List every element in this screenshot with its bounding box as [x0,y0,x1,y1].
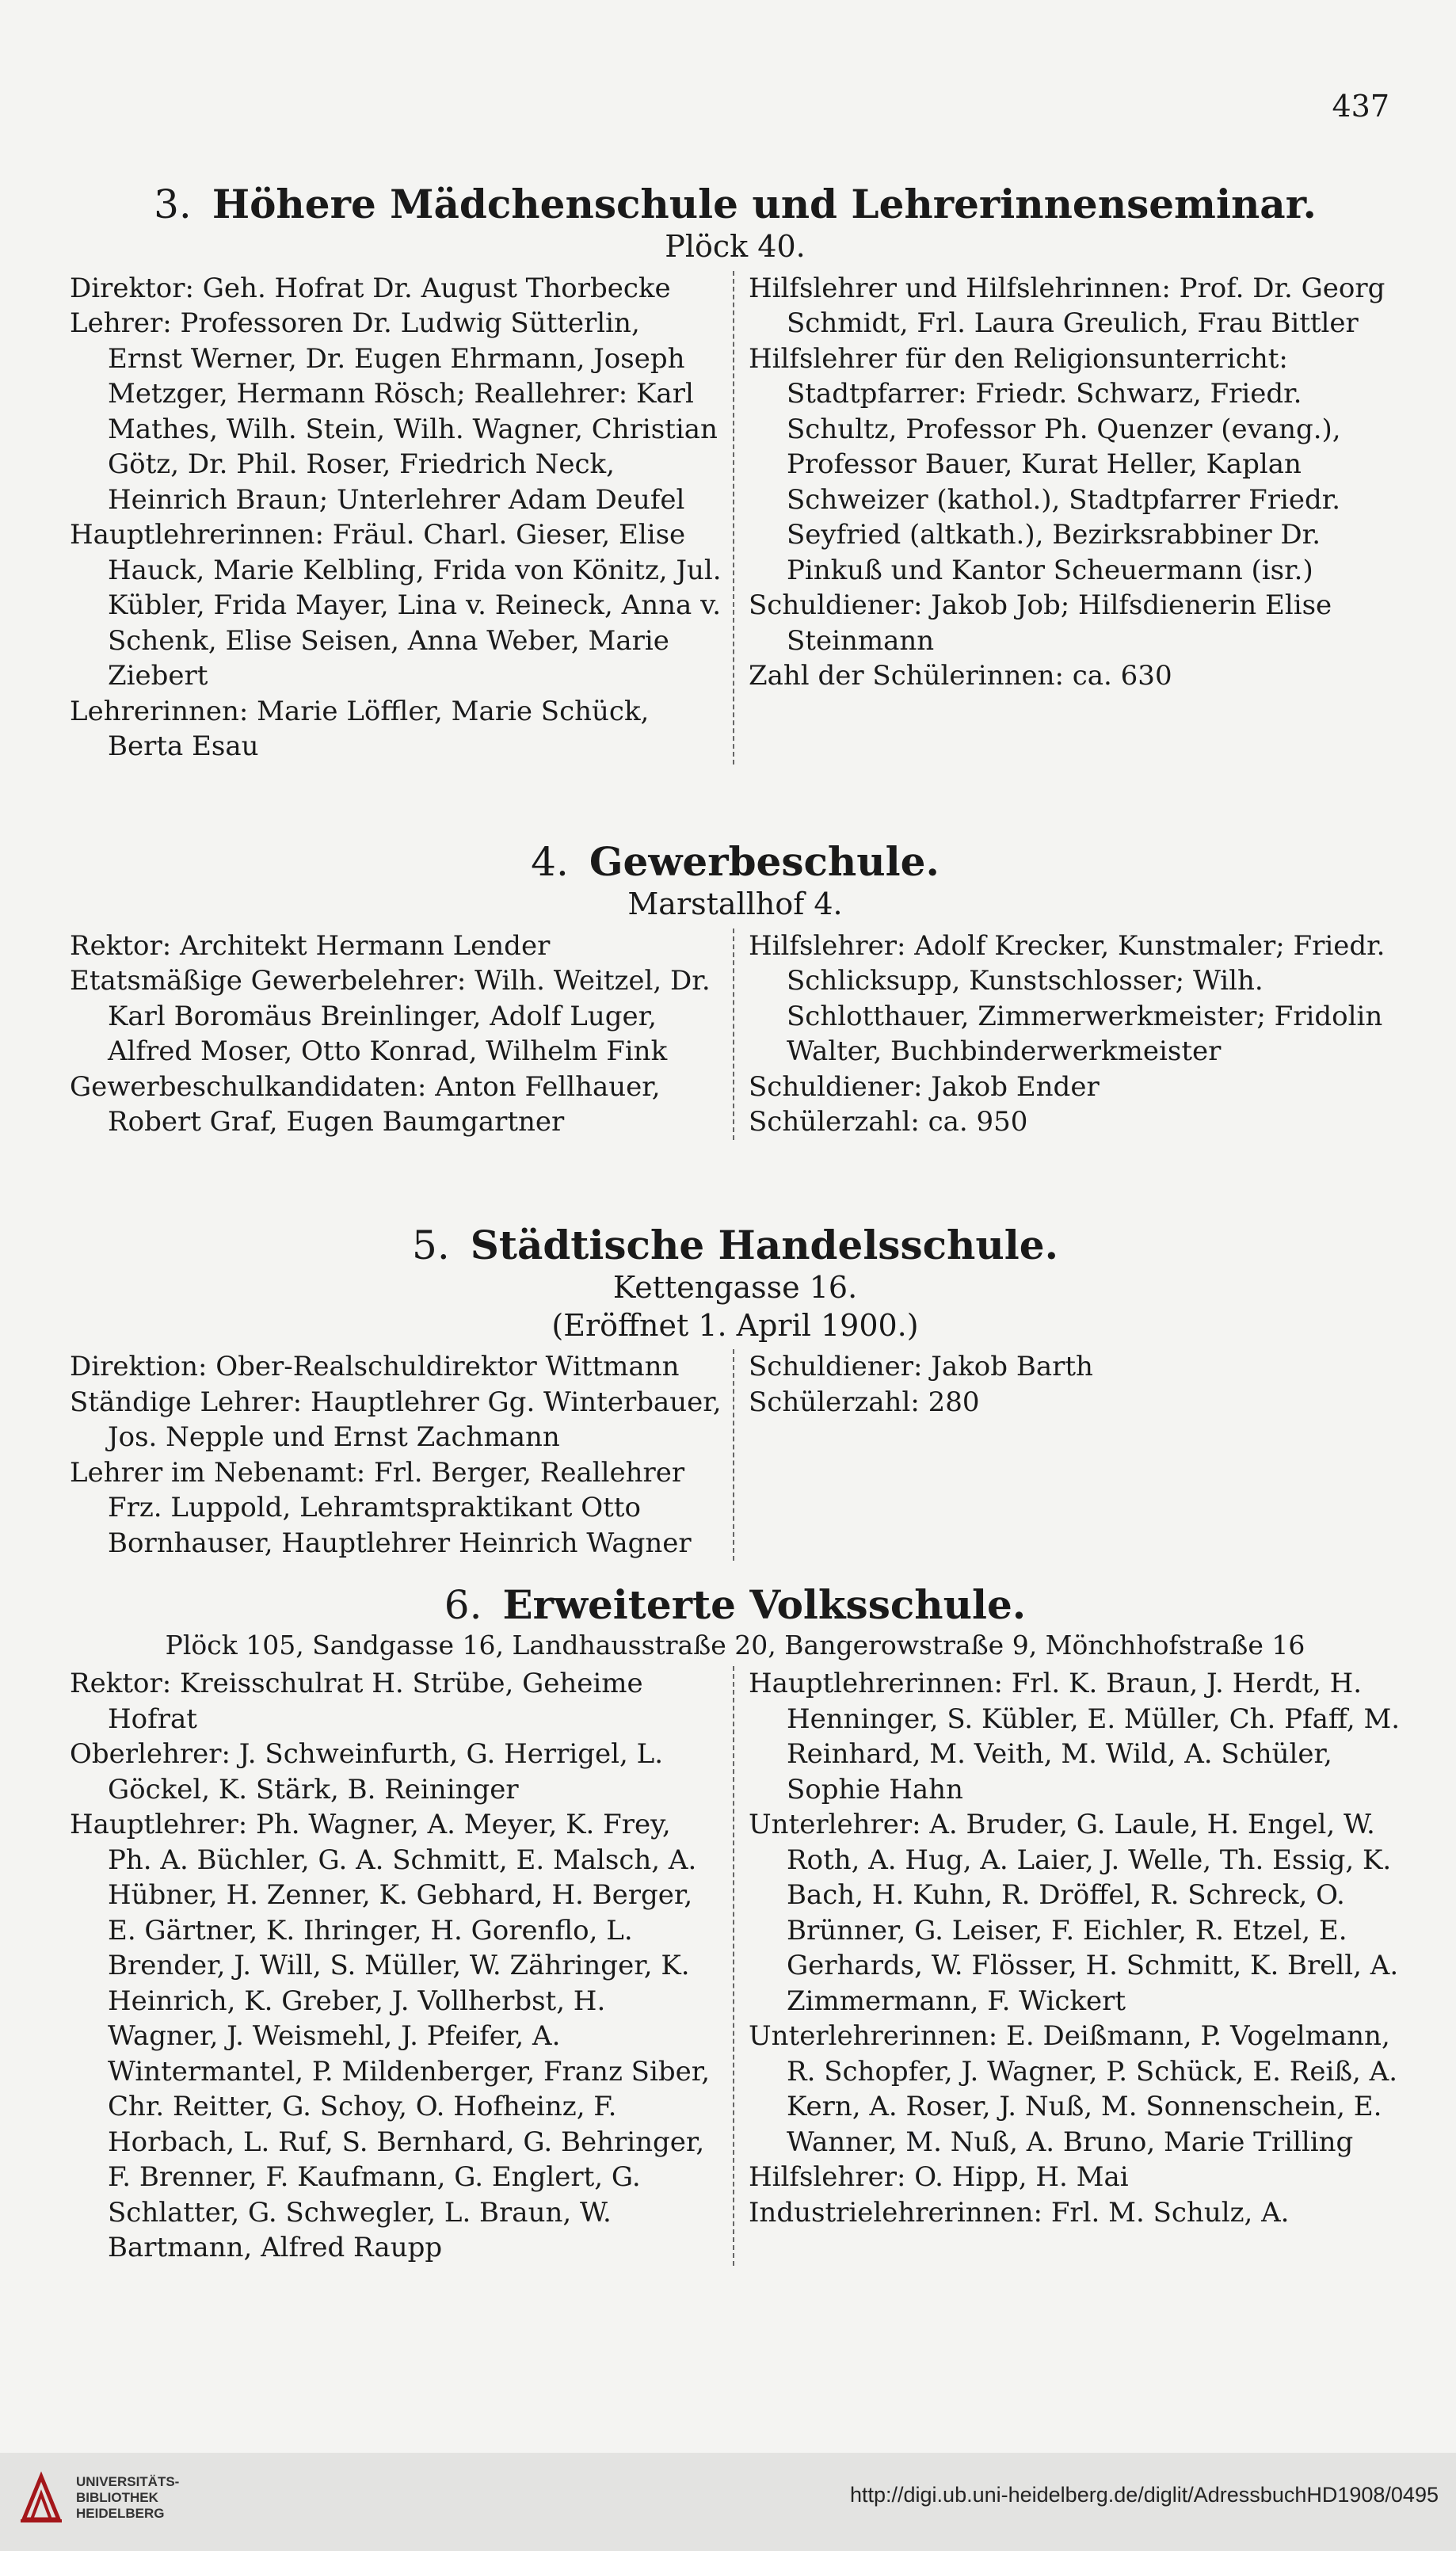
entry: Etatsmäßige Gewerbelehrer: Wilh. Weitzel, Dr. Karl Boromäus Breinlinger, Adolf Luger, Alfred Moser, Otto Konrad, Wilhelm Fink [70,965,711,1067]
logo-line: UNIVERSITÄTS- [76,2474,180,2489]
page-number: 437 [1332,89,1389,124]
left-column [70,271,734,765]
section-address: Plöck 105, Sandgasse 16, Landhausstraße 20, Bangerowstraße 9, Mönchhofstraße 16 [165,1630,1305,1661]
entry: Schülerzahl: ca. 950 [749,1106,1028,1138]
entry: Industrielehrerinnen: Frl. M. Schulz, A. [749,2196,1290,2229]
entry: Lehrerinnen: Marie Löffler, Marie Schück, Berta Esau [70,695,650,762]
section-number: 3. [154,181,192,227]
entry: Ständige Lehrer: Hauptlehrer Gg. Winterbauer, Jos. Nepple und Ernst Zachmann [70,1386,722,1453]
entry: Rektor: Architekt Hermann Lender [70,929,551,962]
library-logo-icon [17,2470,65,2526]
section-address: Marstallhof 4. [627,887,843,921]
section-number: 4. [531,839,569,885]
left-column [70,1666,734,2266]
entry: Unterlehrerinnen: E. Deißmann, P. Vogelmann, R. Schopfer, J. Wagner, P. Schück, E. Reiß, A. Kern, A. Roser, J. Nuß, M. Sonnenschein, E. Wanner, M. Nuß, A. Bruno, Marie Trilling [749,2020,1398,2158]
entry: Zahl der Schülerinnen: ca. 630 [749,660,1172,692]
two-column-body [70,929,1401,1140]
two-column-body [70,1349,1401,1561]
entry: Rektor: Kreisschulrat H. Strübe, Geheime Hofrat [70,1668,643,1735]
footer-bar [0,2453,1456,2551]
source-url[interactable]: http://digi.ub.uni-heidelberg.de/diglit/AdressbuchHD1908/0495 [849,2483,1439,2507]
right-column [734,1349,1401,1561]
entry: Unterlehrer: A. Bruder, G. Laule, H. Engel, W. Roth, A. Hug, A. Laier, J. Welle, Th. Essig, K. Bach, H. Kuhn, R. Dröffel, R. Schreck, O. Brünner, G. Leiser, F. Eichler, R. Etzel, E. Gerhards, W. Flösser, H. Schmitt, K. Brell, A. Zimmermann, F. Wickert [749,1809,1399,2017]
entry: Schuldiener: Jakob Job; Hilfsdienerin Elise Steinmann [749,589,1332,657]
section-handelsschule [70,1222,1401,1561]
section-title [70,1581,1401,1629]
entry: Schuldiener: Jakob Barth [749,1351,1093,1382]
two-column-body [70,1666,1401,2266]
section-title [70,838,1401,886]
two-column-body [70,271,1401,765]
section-address: Plöck 40. [665,229,806,264]
entry: Hilfslehrer und Hilfslehrinnen: Prof. Dr. Georg Schmidt, Frl. Laura Greulich, Frau Bittler [749,272,1385,339]
section-erweiterte-volksschule [70,1581,1401,2266]
section-gewerbeschule [70,838,1401,1140]
section-title [70,1222,1401,1269]
entry: Schuldiener: Jakob Ender [749,1070,1100,1103]
section-title-text: Höhere Mädchenschule und Lehrerinnenseminar. [212,181,1317,227]
section-number: 6. [444,1582,482,1628]
logo-line: HEIDELBERG [76,2506,165,2521]
section-title-text: Gewerbeschule. [589,838,940,885]
library-logo [17,2470,179,2526]
section-address: Kettengasse 16. [612,1270,858,1305]
entry: Hauptlehrerinnen: Frl. K. Braun, J. Herdt, H. Henninger, S. Kübler, E. Müller, Ch. Pfaff, M. Reinhard, M. Veith, M. Wild, A. Schüler, Sophie Hahn [749,1668,1401,1806]
entry: Oberlehrer: J. Schweinfurth, G. Herrigel, L. Göckel, K. Stärk, B. Reininger [70,1738,664,1806]
entry: Lehrer im Nebenamt: Frl. Berger, Reallehrer Frz. Luppold, Lehramtspraktikant Otto Bornhauser, Hauptlehrer Heinrich Wagner [70,1456,692,1559]
entry: Gewerbeschulkandidaten: Anton Fellhauer, Robert Graf, Eugen Baumgartner [70,1070,661,1138]
right-column [734,271,1401,765]
library-logo-text [76,2474,179,2522]
entry: Direktion: Ober-Realschuldirektor Wittmann [70,1351,680,1382]
right-column [734,1666,1401,2266]
left-column [70,1349,734,1561]
right-column [734,929,1401,1140]
entry: Hauptlehrerinnen: Fräul. Charl. Gieser, Elise Hauck, Marie Kelbling, Frida von Könitz, Jul. Kübler, Frida Mayer, Lina v. Reineck, Anna v. Schenk, Elise Seisen, Anna Weber, Marie Ziebert [70,519,722,692]
entry: Hauptlehrer: Ph. Wagner, A. Meyer, K. Frey, Ph. A. Büchler, G. A. Schmitt, E. Malsch, A. Hübner, H. Zenner, K. Gebhard, H. Berger, E. Gärtner, K. Ihringer, H. Gorenflo, L. Brender, J. Will, S. Müller, W. Zähringer, K. Heinrich, K. Greber, J. Vollherbst, H. Wagner, J. Weismehl, J. Pfeifer, A. Wintermantel, P. Mildenberger, Franz Siber, Chr. Reitter, G. Schoy, O. Hofheinz, F. Horbach, L. Ruf, S. Bernhard, G. Behringer, F. Brenner, F. Kaufmann, G. Englert, G. Schlatter, G. Schwegler, L. Braun, W. Bartmann, Alfred Raupp [70,1809,711,2264]
section-title-text: Städtische Handelsschule. [470,1222,1058,1268]
entry: Lehrer: Professoren Dr. Ludwig Sütterlin, Ernst Werner, Dr. Eugen Ehrmann, Joseph Metzger, Hermann Rösch; Reallehrer: Karl Mathes, Wilh. Stein, Wilh. Wagner, Christian Götz, Dr. Phil. Roser, Friedrich Neck, Heinrich Braun; Unterlehrer Adam Deufel [70,307,718,516]
logo-line: BIBLIOTHEK [76,2490,158,2505]
left-column [70,929,734,1140]
section-number: 5. [412,1222,450,1268]
entry: Direktor: Geh. Hofrat Dr. August Thorbecke [70,272,671,304]
entry: Schülerzahl: 280 [749,1386,980,1418]
section-hoehere-maedchenschule [70,181,1401,765]
section-title [70,181,1401,228]
entry: Hilfslehrer für den Religionsunterricht: Stadtpfarrer: Friedr. Schwarz, Friedr. Schultz, Professor Ph. Quenzer (evang.), Professor Bauer, Kurat Heller, Kaplan Schweizer (kathol.), Stadtpfarrer Friedr. Seyfried (altkath.), Bezirksrabbiner Dr. Pinkuß und Kantor Scheuermann (isr.) [749,342,1341,586]
entry: Hilfslehrer: O. Hipp, H. Mai [749,2161,1129,2194]
entry: Hilfslehrer: Adolf Krecker, Kunstmaler; Friedr. Schlicksupp, Kunstschlosser; Wilh. Schlotthauer, Zimmerwerkmeister; Fridolin Walter, Buchbinderwerkmeister [749,929,1385,1067]
section-opening-note: (Eröffnet 1. April 1900.) [551,1307,919,1343]
section-title-text: Erweiterte Volksschule. [502,1581,1027,1628]
